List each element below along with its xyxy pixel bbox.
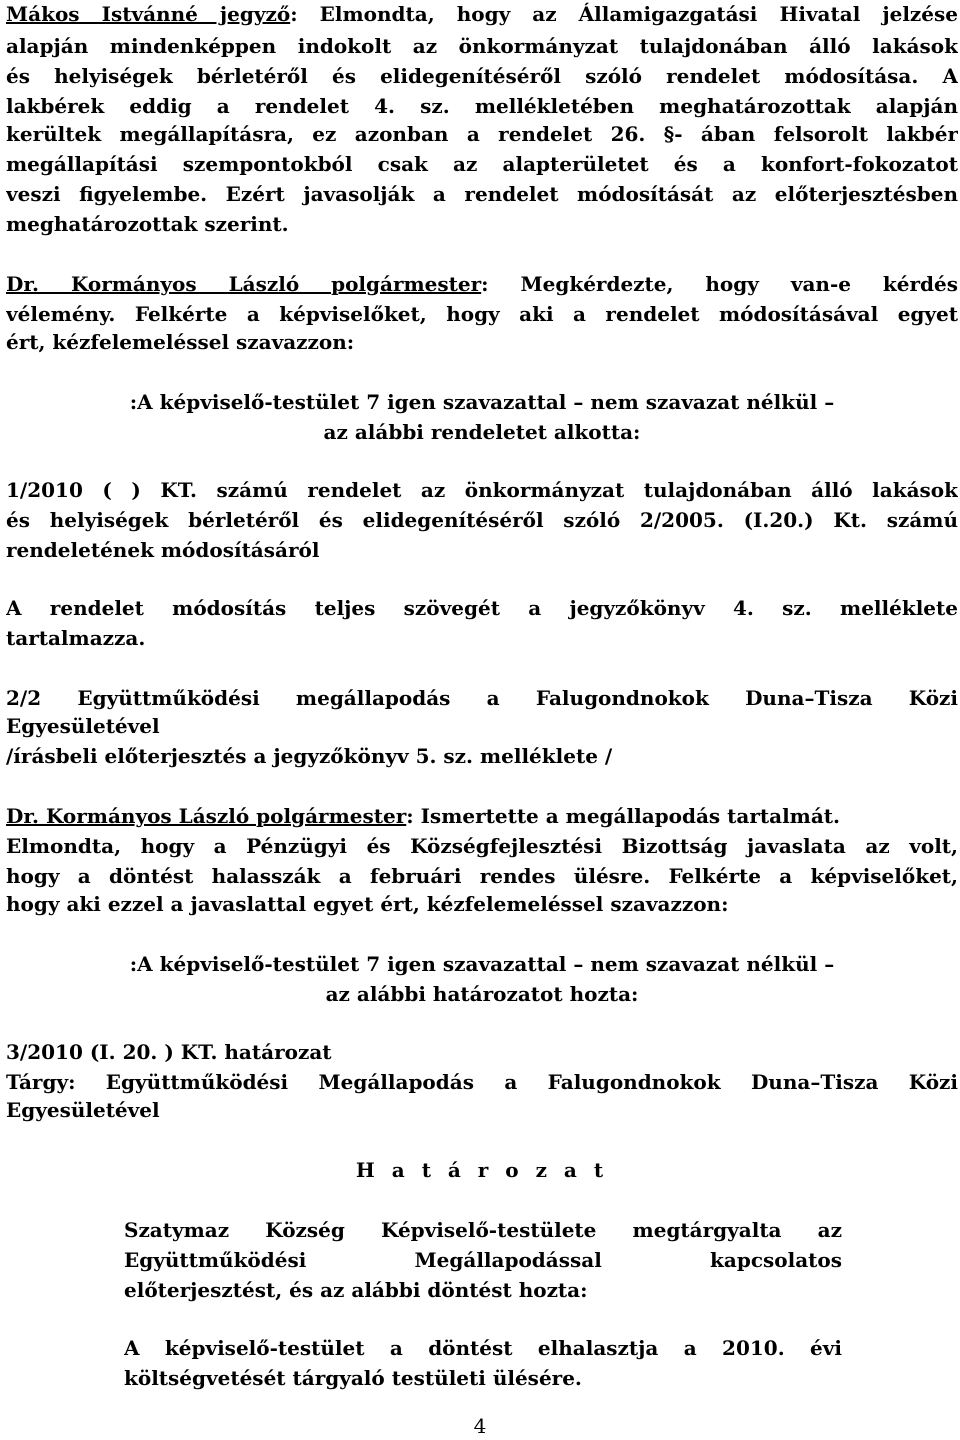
speaker-notary: Mákos Istvánné jegyző: [6, 2, 291, 26]
p1-line-7: veszi figyelembe. Ezért javasolják a rendelet módosítását az előterjesztésben: [6, 182, 958, 206]
p1-line-1: Mákos Istvánné jegyző: Elmondta, hogy az Államigazgatási Hivatal jelzése: [6, 2, 958, 26]
p1-line-5: kerültek megállapításra, ez azonban a rendelet 26. §- ában felsorolt lakbér: [6, 122, 958, 146]
resolution-heading: H a t á r o z a t: [355, 1158, 609, 1182]
vote2-line-2: az alábbi határozatot hozta:: [325, 982, 639, 1006]
resolution-body-line-2: Együttműködési Megállapodással kapcsolatos: [124, 1248, 842, 1272]
p2-line-3: ért, kézfelemeléssel szavazzon:: [6, 330, 355, 354]
resolution-number: 3/2010 (I. 20. ) KT. határozat: [6, 1040, 332, 1064]
decree-line-1: 1/2010 ( ) KT. számú rendelet az önkormányzat tulajdonában álló lakások: [6, 478, 958, 502]
page-number: 4: [473, 1414, 487, 1438]
resolution-decision-line-2: költségvetését tárgyaló testületi ülésére.: [124, 1366, 582, 1390]
p3-line-3: hogy a döntést halasszák a februári rendes ülésre. Felkérte a képviselőket,: [6, 864, 958, 888]
p3-line-4: hogy aki ezzel a javaslattal egyet ért, kézfelemeléssel szavazzon:: [6, 892, 729, 916]
vote1-line-1: :A képviselő-testület 7 igen szavazattal – nem szavazat nélkül –: [129, 390, 835, 414]
resolution-subject-line-1: Tárgy: Együttműködési Megállapodás a Falugondnokok Duna–Tisza Közi: [6, 1070, 958, 1094]
p2-line-2: vélemény. Felkérte a képviselőket, hogy aki a rendelet módosításával egyet: [6, 302, 958, 326]
p3-line-1: Dr. Kormányos László polgármester: Ismertette a megállapodás tartalmát.: [6, 804, 840, 828]
resolution-decision-line-1: A képviselő-testület a döntést elhalasztja a 2010. évi: [124, 1336, 842, 1360]
decree-line-2: és helyiségek bérletéről és elidegenítéséről szóló 2/2005. (I.20.) Kt. számú: [6, 508, 958, 532]
p1-line-8: meghatározottak szerint.: [6, 212, 289, 236]
annex-line-2: tartalmazza.: [6, 626, 146, 650]
p1-line-6: megállapítási szempontokból csak az alapterületet és a konfort-fokozatot: [6, 152, 958, 176]
p1-line-3: és helyiségek bérletéről és elidegenítéséről szóló rendelet módosítása. A: [6, 64, 958, 88]
agenda-line-1: 2/2 Együttműködési megállapodás a Falugondnokok Duna–Tisza Közi: [6, 686, 958, 710]
vote2-line-1: :A képviselő-testület 7 igen szavazattal – nem szavazat nélkül –: [129, 952, 835, 976]
p2-line-1: Dr. Kormányos László polgármester: Megkérdezte, hogy van-e kérdés: [6, 272, 958, 296]
agenda-line-3: /írásbeli előterjesztés a jegyzőkönyv 5. sz. melléklete /: [6, 744, 613, 768]
p1-line-4: lakbérek eddig a rendelet 4. sz. mellékletében meghatározottak alapján: [6, 94, 958, 118]
speaker-mayor-1: Dr. Kormányos László polgármester: [6, 272, 482, 296]
agenda-line-2: Egyesületével: [6, 714, 160, 738]
vote1-line-2: az alábbi rendeletet alkotta:: [323, 420, 641, 444]
decree-line-3: rendeletének módosításáról: [6, 538, 320, 562]
p1-line-2: alapján mindenképpen indokolt az önkormányzat tulajdonában álló lakások: [6, 34, 958, 58]
resolution-body-line-3: előterjesztést, és az alábbi döntést hozta:: [124, 1278, 588, 1302]
annex-line-1: A rendelet módosítás teljes szövegét a jegyzőkönyv 4. sz. melléklete: [6, 596, 958, 620]
resolution-subject-line-2: Egyesületével: [6, 1098, 160, 1122]
speaker-mayor-2: Dr. Kormányos László polgármester: [6, 804, 407, 828]
resolution-body-line-1: Szatymaz Község Képviselő-testülete megtárgyalta az: [124, 1218, 842, 1242]
p3-line-2: Elmondta, hogy a Pénzügyi és Községfejlesztési Bizottság javaslata az volt,: [6, 834, 958, 858]
